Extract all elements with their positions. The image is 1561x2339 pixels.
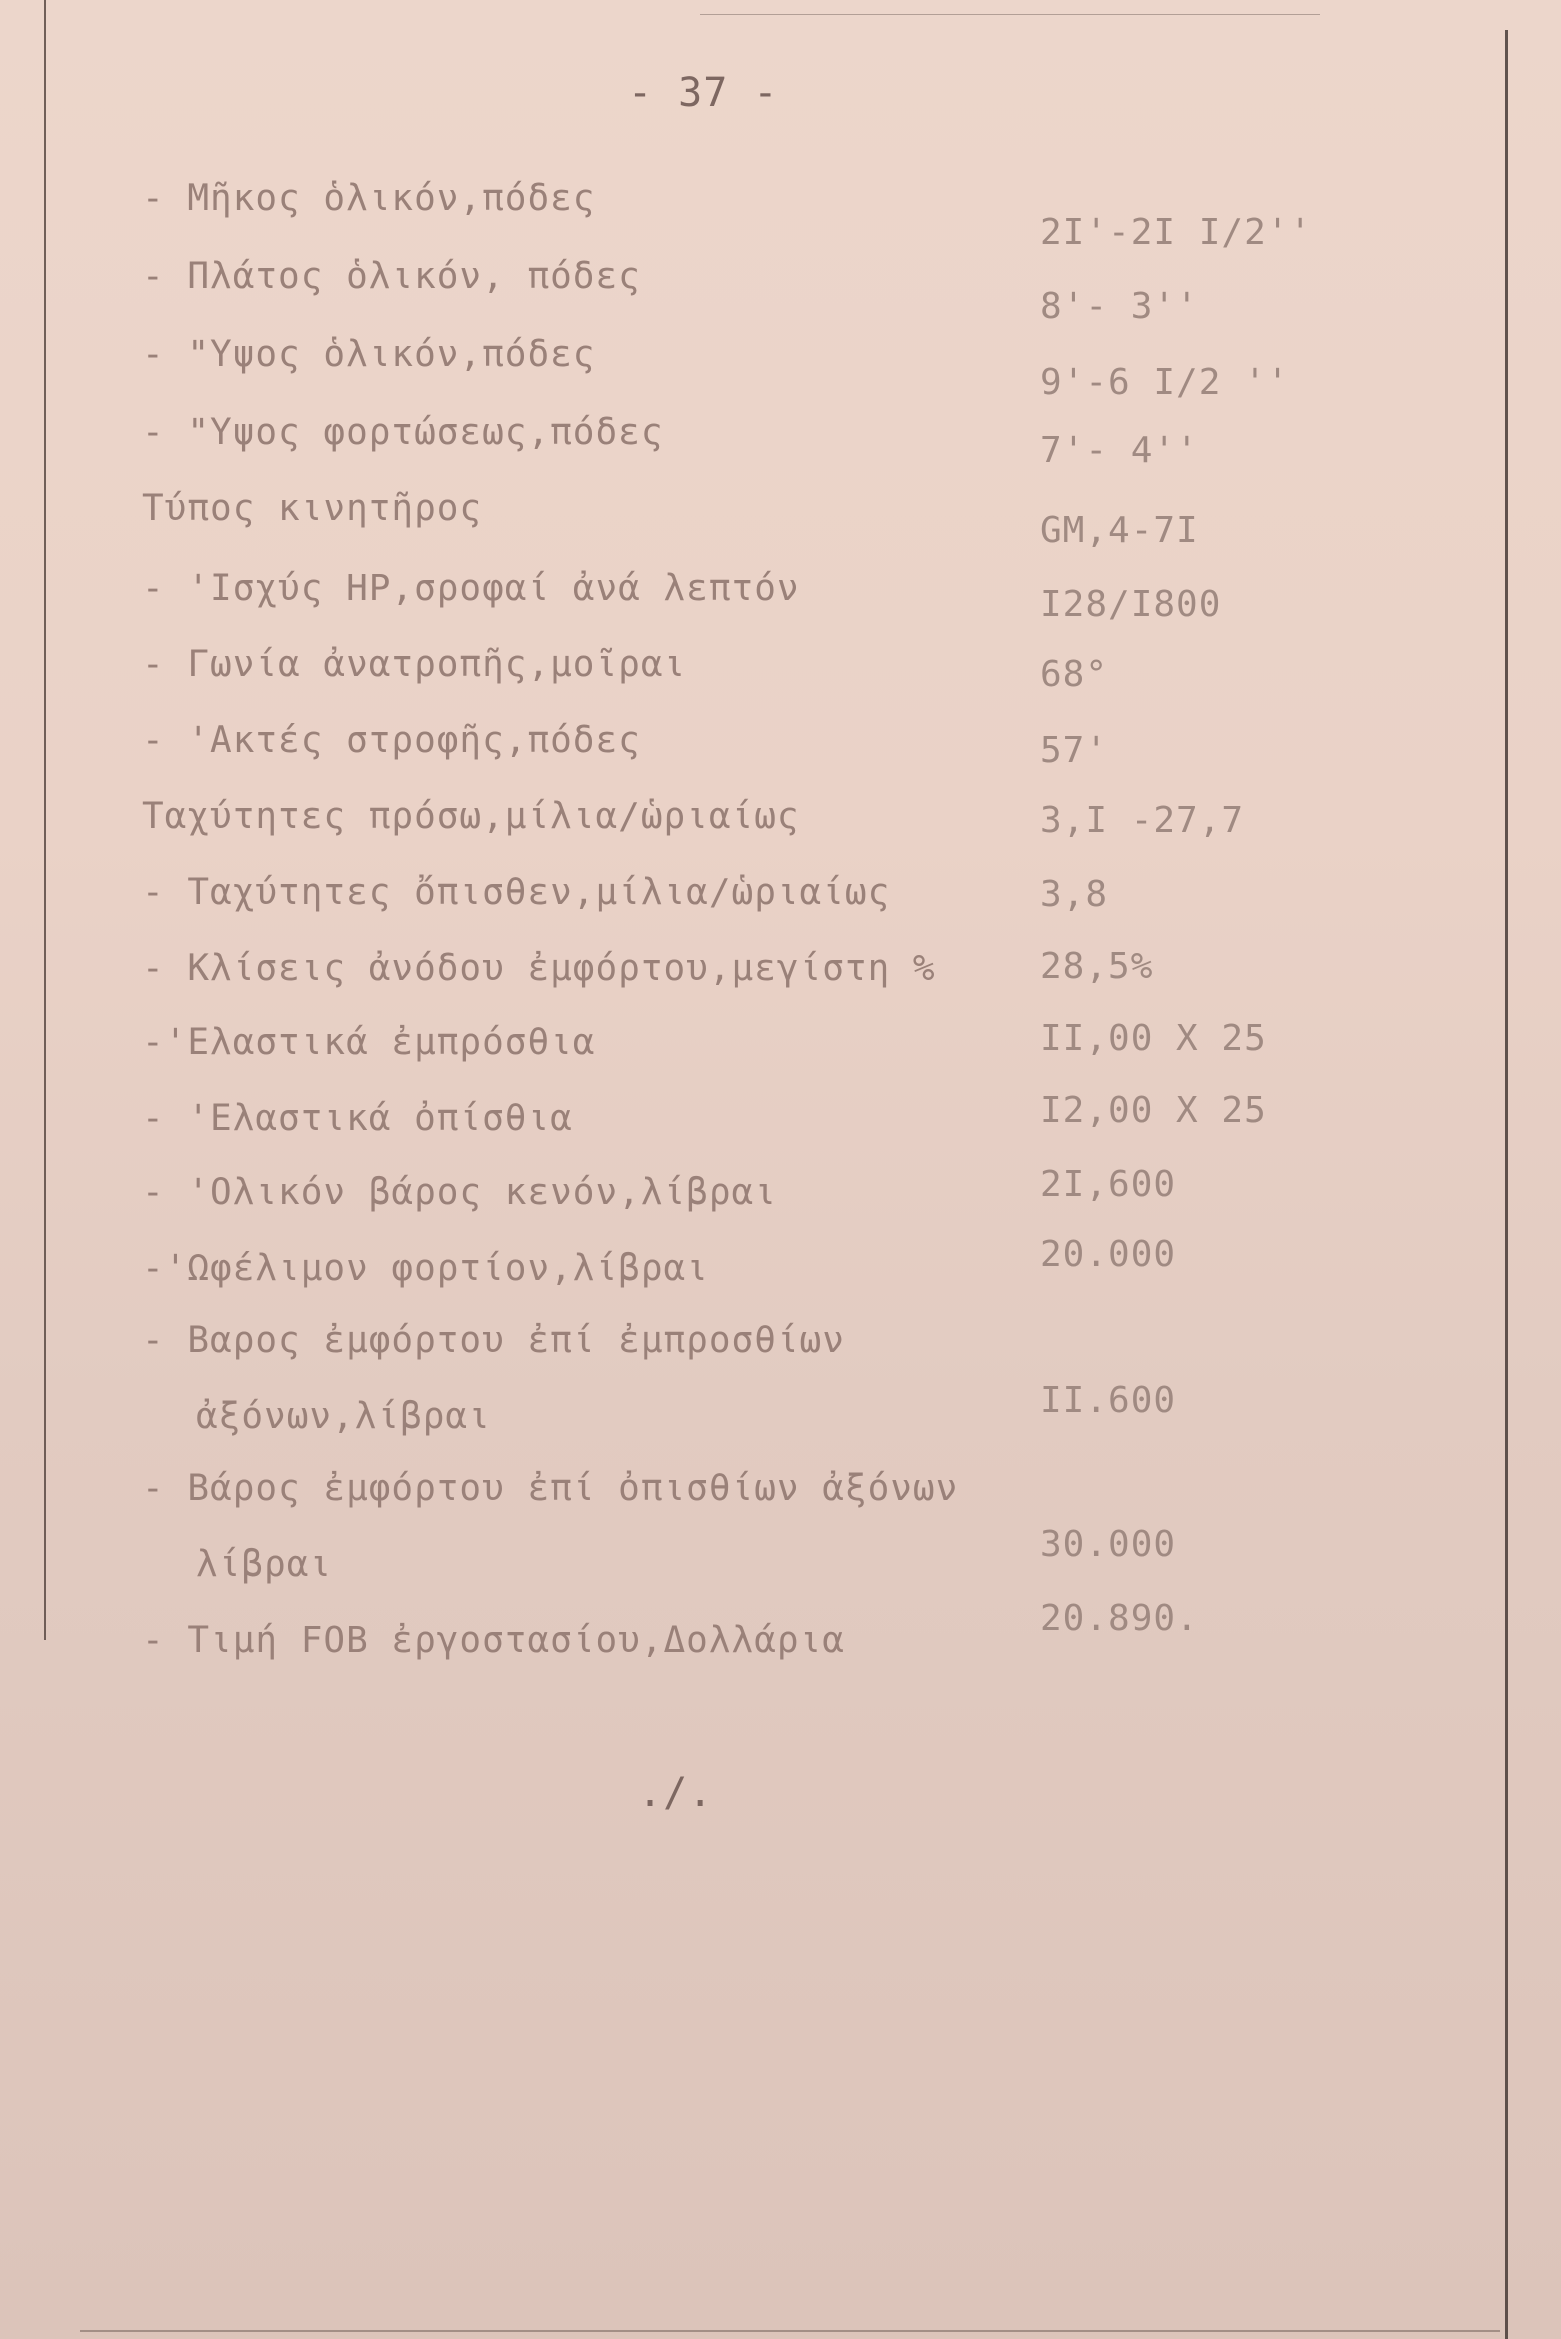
spec-label: - 'Ισχύς HP,σροφαί ἀνά λεπτόν (142, 568, 800, 609)
right-page-edge (1505, 30, 1508, 2339)
spec-label: - Βάρος ἐμφόρτου ἐπί ὀπισθίων ἀξόνων (142, 1468, 959, 1509)
spec-value: 7'- 4'' (1040, 430, 1199, 471)
spec-value: 9'-6 I/2 '' (1040, 362, 1290, 403)
spec-value: 20.890. (1040, 1598, 1199, 1639)
spec-value: 8'- 3'' (1040, 286, 1199, 327)
spec-value: 3,8 (1040, 874, 1109, 915)
spec-label: - Πλάτος ὁλικόν, πόδες (142, 256, 641, 297)
left-page-edge (44, 0, 46, 1640)
spec-label: λίβραι (196, 1544, 333, 1585)
spec-value: 20.000 (1040, 1234, 1177, 1275)
spec-label: - "Υψος ὁλικόν,πόδες (142, 334, 596, 375)
spec-label: ἀξόνων,λίβραι (196, 1396, 491, 1437)
sheet-top-edge (700, 14, 1320, 15)
spec-label: -'Ωφέλιμον φορτίον,λίβραι (142, 1248, 709, 1289)
spec-value: II,00 X 25 (1040, 1018, 1267, 1059)
spec-value: 28,5% (1040, 946, 1154, 987)
spec-value: II.600 (1040, 1380, 1177, 1421)
spec-value: I28/I800 (1040, 584, 1222, 625)
spec-label: - Ταχύτητες ὄπισθεν,μίλια/ὡριαίως (142, 872, 891, 913)
spec-label: - "Υψος φορτώσεως,πόδες (142, 412, 664, 453)
spec-label: - Τιμή FOB ἐργοστασίου,Δολλάρια (142, 1620, 845, 1661)
spec-value: 2I,600 (1040, 1164, 1177, 1205)
spec-label: - 'Ελαστικά ὀπίσθια (142, 1098, 573, 1139)
spec-label: - Γωνία ἀνατροπῆς,μοῖραι (142, 644, 687, 685)
spec-label: - Κλίσεις ἀνόδου ἐμφόρτου,μεγίστη % (142, 948, 936, 989)
spec-label: -'Ελαστικά ἐμπρόσθια (142, 1022, 596, 1063)
spec-value: 3,I -27,7 (1040, 800, 1245, 841)
spec-value: 57' (1040, 730, 1109, 771)
continuation-mark: ./. (638, 1770, 714, 1816)
spec-value: GM,4-7I (1040, 510, 1199, 551)
spec-label: Ταχύτητες πρόσω,μίλια/ὡριαίως (142, 796, 800, 837)
spec-label: - 'Ακτές στροφῆς,πόδες (142, 720, 641, 761)
spec-label: Τύπος κινητῆρος (142, 488, 483, 529)
spec-value: 30.000 (1040, 1524, 1177, 1565)
spec-label: - Μῆκος ὁλικόν,πόδες (142, 178, 596, 219)
spec-value: 68° (1040, 654, 1109, 695)
spec-label: - 'Ολικόν βάρος κενόν,λίβραι (142, 1172, 777, 1213)
spec-value: 2I'-2I I/2'' (1040, 212, 1313, 253)
spec-label: - Βαρος ἐμφόρτου ἐπί ἐμπροσθίων (142, 1320, 845, 1361)
page-number: - 37 - (628, 70, 779, 116)
bottom-page-edge (80, 2330, 1500, 2332)
spec-value: I2,00 X 25 (1040, 1090, 1267, 1131)
